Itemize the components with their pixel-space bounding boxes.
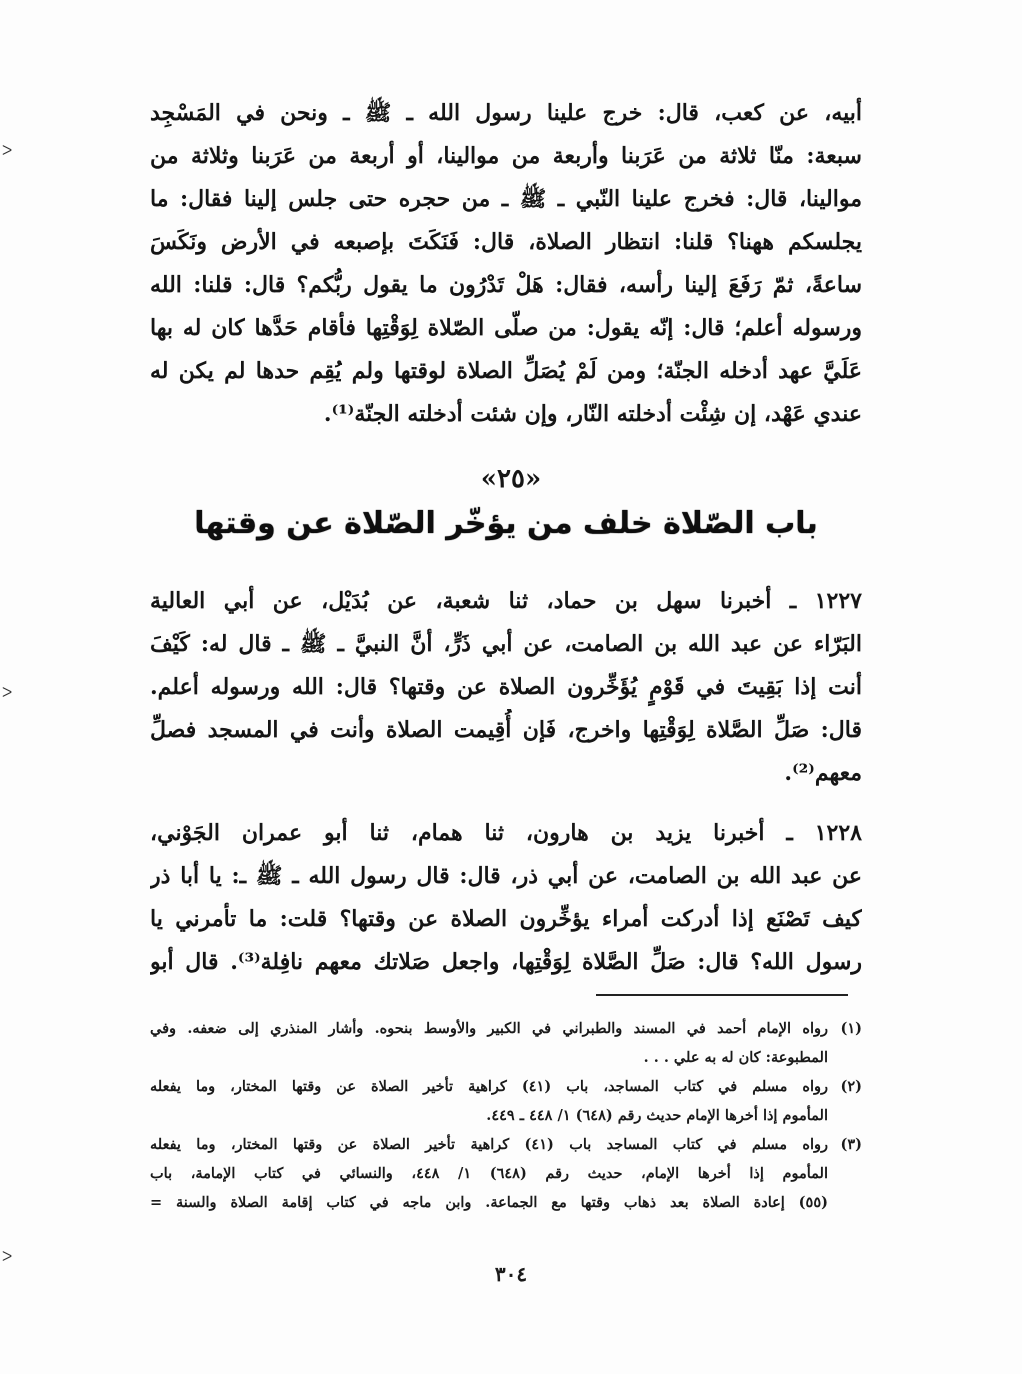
intro-paragraph — [150, 92, 862, 436]
footnote-line: المأموم إذا أخرها الإمام حديث رقم (٦٤٨) ١/ ٤٤٨ ـ ٤٤٩. — [486, 1107, 828, 1124]
page-number: ٣٠٤ — [494, 1262, 528, 1286]
scan-mark: ᐳ — [2, 143, 13, 159]
text-line: معهم⁽²⁾. — [784, 760, 862, 786]
text-line: سبعة: منّا ثلاثة من عَرَبنا وأربعة من موالينا، أو أربعة من عَرَبنا وثلاثة من — [150, 143, 862, 169]
footnote-body — [150, 1130, 828, 1217]
footnote-number: (٢) — [840, 1078, 862, 1095]
text-line: كيف تَصْنَع إذا أدركت أمراء يؤخِّرون الصلاة عن وقتها؟ قلت: ما تأمرني يا — [150, 906, 862, 932]
text-line: البَرّاء عن عبد الله بن الصامت، عن أبي ذَرٍّ، أنَّ النبيَّ ـ ﷺ ـ قال له: كَيْفَ — [150, 631, 862, 657]
footnote-number: (١) — [840, 1020, 862, 1037]
text-line: أبيه، عن كعب، قال: خرج علينا رسول الله ـ ﷺ ـ ونحن في المَسْجِد — [150, 100, 862, 126]
text-line: عندي عَهْد، إن شِئْت أدخلته النّار، وإن شئت أدخلته الجنّة⁽¹⁾. — [323, 401, 862, 427]
footnote-2 — [150, 1072, 862, 1130]
text-line: يجلسكم ههنا؟ قلنا: انتظار الصلاة، قال: فَنَكَتَ بإصبعه في الأرض ونَكَسَ — [150, 229, 862, 255]
text-line: عَلَيَّ عهد أدخله الجنّة؛ ومن لَمْ يُصَلِّ الصلاة لوقتها ولم يُقِم حدها لم يكن له — [150, 358, 862, 384]
hadith-1227 — [150, 580, 862, 795]
footnote-3 — [150, 1130, 862, 1217]
text-line: ورسوله أعلم؛ قال: إنّه يقول: من صلّى الصّلاة لِوَقْتِها فأقام حَدَّها كان له بها — [150, 315, 862, 341]
footnote-line: رواه مسلم في كتاب المساجد باب (٤١) كراهية تأخير الصلاة عن وقتها المختار، وما يفعله — [150, 1136, 828, 1153]
text-line: ساعةً، ثمّ رَفَعَ إلينا رأسه، فقال: هَلْ تَدْرُون ما يقول ربُّكم؟ قال: قلنا: الله — [150, 272, 862, 298]
footnote-line: المطبوعة: كان له به علي . . . — [643, 1049, 828, 1066]
footnote-divider — [596, 994, 848, 996]
scan-mark: ᐳ — [2, 1249, 13, 1265]
text-line: ١٢٢٧ ـ أخبرنا سهل بن حماد، ثنا شعبة، عن بُدَيْل، عن أبي العالية — [150, 588, 862, 614]
scan-mark: ᐳ — [2, 685, 13, 701]
footnote-number: (٣) — [840, 1136, 862, 1153]
text-line: أنت إذا بَقِيتَ في قَوْمٍ يُؤَخِّرون الصلاة عن وقتها؟ قال: الله ورسوله أعلم. — [150, 674, 862, 700]
footnote-line: رواه مسلم في كتاب المساجد، باب (٤١) كراهية تأخير الصلاة عن وقتها المختار، وما يفعله — [150, 1078, 828, 1095]
chapter-number: «٢٥» — [480, 464, 542, 494]
text-line: ١٢٢٨ ـ أخبرنا يزيد بن هارون، ثنا همام، ثنا أبو عمران الجَوْني، — [150, 820, 862, 846]
footnote-line: (٥٥) إعادة الصلاة بعد ذهاب وقتها مع الجماعة. وابن ماجه في كتاب إقامة الصلاة والسنة = — [150, 1194, 828, 1211]
footnote-body — [150, 1072, 828, 1130]
footnotes — [150, 1014, 862, 1217]
chapter-title: باب الصّلاة خلف من يؤخّر الصّلاة عن وقتها — [194, 506, 818, 541]
footnote-line: المأموم إذا أخرها الإمام، حديث رقم (٦٤٨) ١/ ٤٤٨، والنسائي في كتاب الإمامة، باب — [150, 1165, 828, 1182]
footnote-body — [150, 1014, 828, 1072]
footnote-line: رواه الإمام أحمد في المسند والطبراني في الكبير والأوسط بنحوه. وأشار المنذري إلى ضعفه. وفي — [150, 1020, 828, 1037]
hadith-1228 — [150, 812, 862, 984]
text-line: موالينا، قال: فخرج علينا النّبي ـ ﷺ ـ من حجره حتى جلس إلينا فقال: ما — [150, 186, 862, 212]
text-line: رسول الله؟ قال: صَلِّ الصَّلاة لِوَقْتِها، واجعل صَلاتك معهم نافِلة⁽³⁾. قال أبو — [150, 949, 862, 975]
text-line: عن عبد الله بن الصامت، عن أبي ذر، قال: قال رسول الله ـ ﷺ ـ: يا أبا ذر — [150, 863, 862, 889]
footnote-1 — [150, 1014, 862, 1072]
text-line: قال: صَلِّ الصَّلاة لِوَقْتِها واخرج، فَإن أُقِيمت الصلاة وأنت في المسجد فصلِّ — [150, 717, 862, 743]
